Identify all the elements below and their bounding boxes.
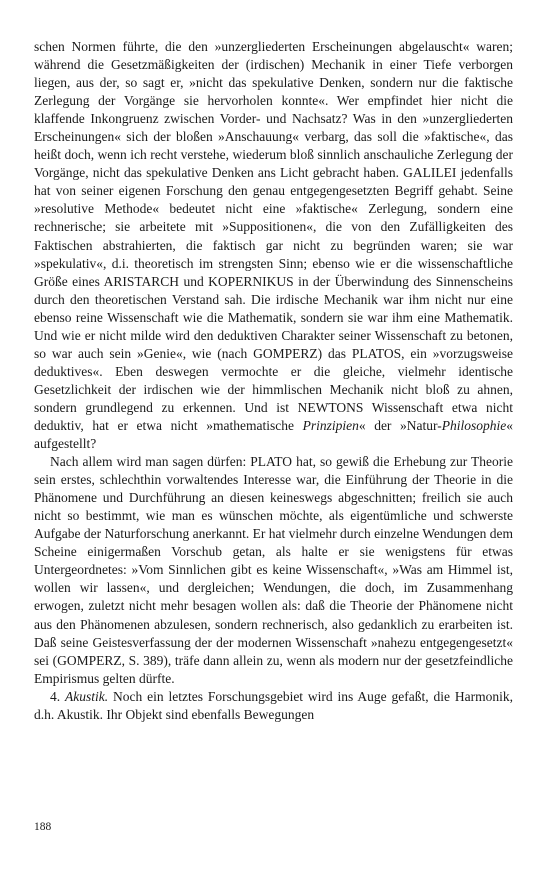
text-run: Noch ein letztes Forschungsgebiet wird ins Auge gefaßt, die Harmonik, d.h. Akustik. Ihr Objekt sind ebenfalls Bewegungen (34, 688, 513, 722)
paragraph-1 (34, 38, 513, 453)
italic-text: Akustik. (65, 688, 109, 704)
page-text (34, 38, 513, 724)
text-run: schen Normen führte, die den »unzergliederten Erscheinungen abgelauscht« waren; während die Gesetzmäßigkeiten der (irdischen) Mechanik in einer Tiefe verborgen liegen, aus der, so sagt er, »nicht das spekulative Denken, sondern nur die faktische Zerlegung der Vorgänge sie hervorholen konnte«. Wer empfindet hier nicht die klaffende Inkongruenz zwischen Vorder- und Nachsatz? Was in den »unzergliederten Erscheinungen« sich der bloßen »Anschauung« verbarg, das soll die »faktische«, das heißt doch, wenn ich recht verstehe, wiederum bloß sinnlich anschauliche Zerlegung der Vorgänge, nicht das spekulative Denken ans Licht gebracht haben. GALILEI jedenfalls hat von seiner eigenen Forschung den genau entgegengesetzten Begriff gehabt. Seine »resolutive Methode« bedeutet nicht eine »faktische« Zerlegung, sondern eine rechnerische; sie arbeitete mit »Suppositionen«, die von den Zufälligkeiten des Faktischen abstrahierten, die faktisch gar nicht zu begründen waren; sie war »spekulativ«, d.i. theoretisch im strengsten Sinn; ebenso wie er die wissenschaftliche Größe eines ARISTARCH und KOPERNIKUS in der Überwindung des Sinnenscheins durch den theoretischen Verstand sah. Die irdische Mechanik war ihm nicht nur eine ebenso reine Wissenschaft wie die Mathematik, sondern sie war ihm eine Mathematik. Und wie er nicht milde wird den deduktiven Charakter seiner Wissenschaft zu betonen, so war auch sein »Genie«, wie (nach GOMPERZ) das PLATOS, ein »vorzugsweise deduktives«. Eben deswegen vermochte er die gleiche, vielmehr identische Gesetzlichkeit der irdischen wie der himmlischen Mechanik nicht bloß zu ahnen, sondern grundlegend zu erkennen. Und ist NEWTONS Wissenschaft etwa nicht deduktiv, hat er etwa nicht »mathematische (34, 39, 513, 433)
page-number: 188 (34, 821, 52, 833)
paragraph-2: Nach allem wird man sagen dürfen: PLATO hat, so gewiß die Erhebung zur Theorie sein erstes, schlechthin vorwaltendes Interesse war, die Einführung der Theorie in die Phänomene und Durchführung an diesen keineswegs abgeschnitten; freilich sie auch nicht so bestimmt, wie man es wünschen möchte, als eigentümliche und schwerste Aufgabe der Naturforschung anerkannt. Er hat vielmehr durch einzelne Wendungen dem Scheine einigermaßen Vorschub getan, als halte er sie wenigstens für etwas Untergeordnetes: »Vom Sinnlichen gibt es keine Wissenschaft«, »Was am Himmel ist, wollen wir lassen«, und dergleichen; Wendungen, die doch, im Zusammenhang erwogen, zuletzt nicht mehr besagen wollen als: daß die Theorie der Phänomene nicht aus den Phänomenen abzulesen, sondern rechnerisch, also gedanklich zu erarbeiten ist. Daß seine Geistesverfassung der der modernen Wissenschaft »nahezu entgegengesetzt« sei (GOMPERZ, S. 389), träfe dann allein zu, wenn als modern nur der gesetzfeindliche Empirismus gelten dürfte. (34, 454, 513, 686)
text-run: 4. (50, 688, 65, 704)
italic-text: Prinzipien (302, 417, 359, 433)
paragraph-3 (34, 688, 513, 724)
text-run: « der »Natur- (358, 417, 442, 433)
italic-text: Philosophie (441, 417, 507, 433)
text-run: « aufgestellt? (34, 417, 513, 452)
